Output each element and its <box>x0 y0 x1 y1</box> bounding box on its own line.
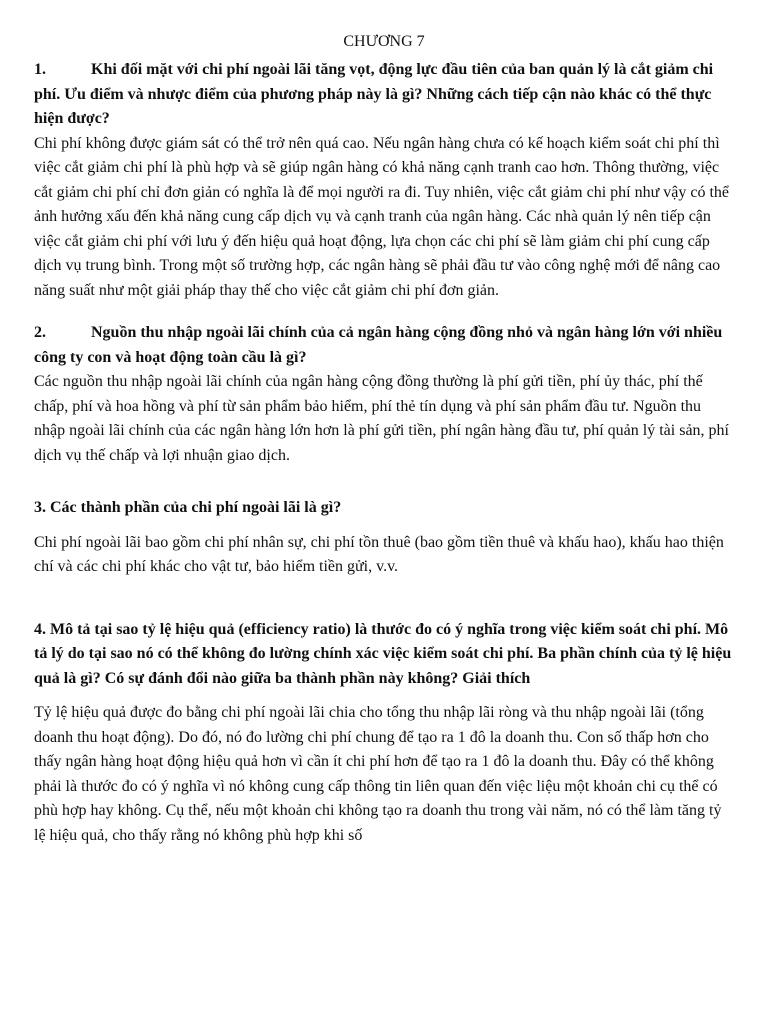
chapter-title: CHƯƠNG 7 <box>343 33 425 50</box>
question-1-number: 1. <box>34 61 46 78</box>
section-2 <box>34 321 734 468</box>
answer-2: Các nguồn thu nhập ngoài lãi chính của ngân hàng cộng đồng thường là phí gửi tiền, phí ủy thác, phí thế chấp, phí và hoa hồng và phí từ sản phẩm bảo hiểm, phí thẻ tín dụng và phí sản phẩm đầu tư. Nguồn thu nhập ngoài lãi chính của các ngân hàng lớn hơn là phí gửi tiền, phí ngân hàng đầu tư, phí quản lý tài sản, phí dịch vụ thế chấp và lợi nhuận giao dịch. <box>34 373 729 464</box>
question-2-number: 2. <box>34 324 46 341</box>
question-2-text: Nguồn thu nhập ngoài lãi chính của cả ngân hàng cộng đồng nhỏ và ngân hàng lớn với nhiều công ty con và hoạt động toàn cầu là gì? <box>34 324 723 366</box>
spacer <box>34 303 734 321</box>
spacer <box>34 521 734 531</box>
document-page <box>34 30 734 848</box>
question-3: 3. Các thành phần của chi phí ngoài lãi là gì? <box>34 499 342 516</box>
question-1 <box>34 58 734 132</box>
spacer <box>34 691 734 701</box>
question-1-text: Khi đối mặt với chi phí ngoài lãi tăng vọt, động lực đầu tiên của ban quản lý là cắt giảm chi phí. Ưu điểm và nhược điểm của phương pháp này là gì? Những cách tiếp cận nào khác có thể thực hiện được? <box>34 61 714 127</box>
answer-3: Chi phí ngoài lãi bao gồm chi phí nhân sự, chi phí tồn thuê (bao gồm tiền thuê và khấu hao), khấu hao thiện chí và các chi phí khác cho vật tư, bảo hiểm tiền gửi, v.v. <box>34 533 724 575</box>
spacer <box>34 468 734 496</box>
section-1 <box>34 58 734 303</box>
section-3 <box>34 496 734 580</box>
question-4: 4. Mô tả tại sao tỷ lệ hiệu quả (efficiency ratio) là thước đo có ý nghĩa trong việc kiểm soát chi phí. Mô tả lý do tại sao nó có thể không đo lường chính xác việc kiểm soát chi phí. Ba phần chính của tỷ lệ hiệu quả là gì? Có sự đánh đổi nào giữa ba thành phần này không? Giải thích <box>34 620 732 687</box>
spacer <box>34 580 734 618</box>
answer-1: Chi phí không được giám sát có thể trở nên quá cao. Nếu ngân hàng chưa có kế hoạch kiểm soát chi phí thì việc cắt giảm chi phí là phù hợp và sẽ giúp ngân hàng có khả năng cạnh tranh cao hơn. Thông thường, việc cắt giảm chi phí chỉ đơn giản có nghĩa là để mọi người ra đi. Tuy nhiên, việc cắt giảm chi phí như vậy có thể ảnh hưởng xấu đến khả năng cung cấp dịch vụ và cạnh tranh của ngân hàng. Các nhà quản lý nên tiếp cận việc cắt giảm chi phí với lưu ý đến hiệu quả hoạt động, lựa chọn các chi phí sẽ làm giảm chi phí cung cấp dịch vụ trung bình. Trong một số trường hợp, các ngân hàng sẽ phải đầu tư vào công nghệ mới để nâng cao năng suất như một giải pháp thay thế cho việc cắt giảm chi phí đơn giản. <box>34 134 729 299</box>
section-4 <box>34 618 734 849</box>
answer-4: Tỷ lệ hiệu quả được đo bằng chi phí ngoài lãi chia cho tổng thu nhập lãi ròng và thu nhập ngoài lãi (tổng doanh thu hoạt động). Do đó, nó đo lường chi phí chung để tạo ra 1 đô la doanh thu. Con số thấp hơn cho thấy ngân hàng hoạt động hiệu quả hơn vì cần ít chi phí hơn để tạo ra 1 đô la doanh thu. Đây có thể không phải là thước đo có ý nghĩa vì nó không cung cấp thông tin liên quan đến việc liệu một khoản chi cụ thể có phù hợp hay không. Cụ thể, nếu một khoản chi không tạo ra doanh thu trong vài năm, nó có thể làm tăng tỷ lệ hiệu quả, cho thấy rằng nó không phù hợp khi số <box>34 704 722 844</box>
question-2 <box>34 321 734 370</box>
